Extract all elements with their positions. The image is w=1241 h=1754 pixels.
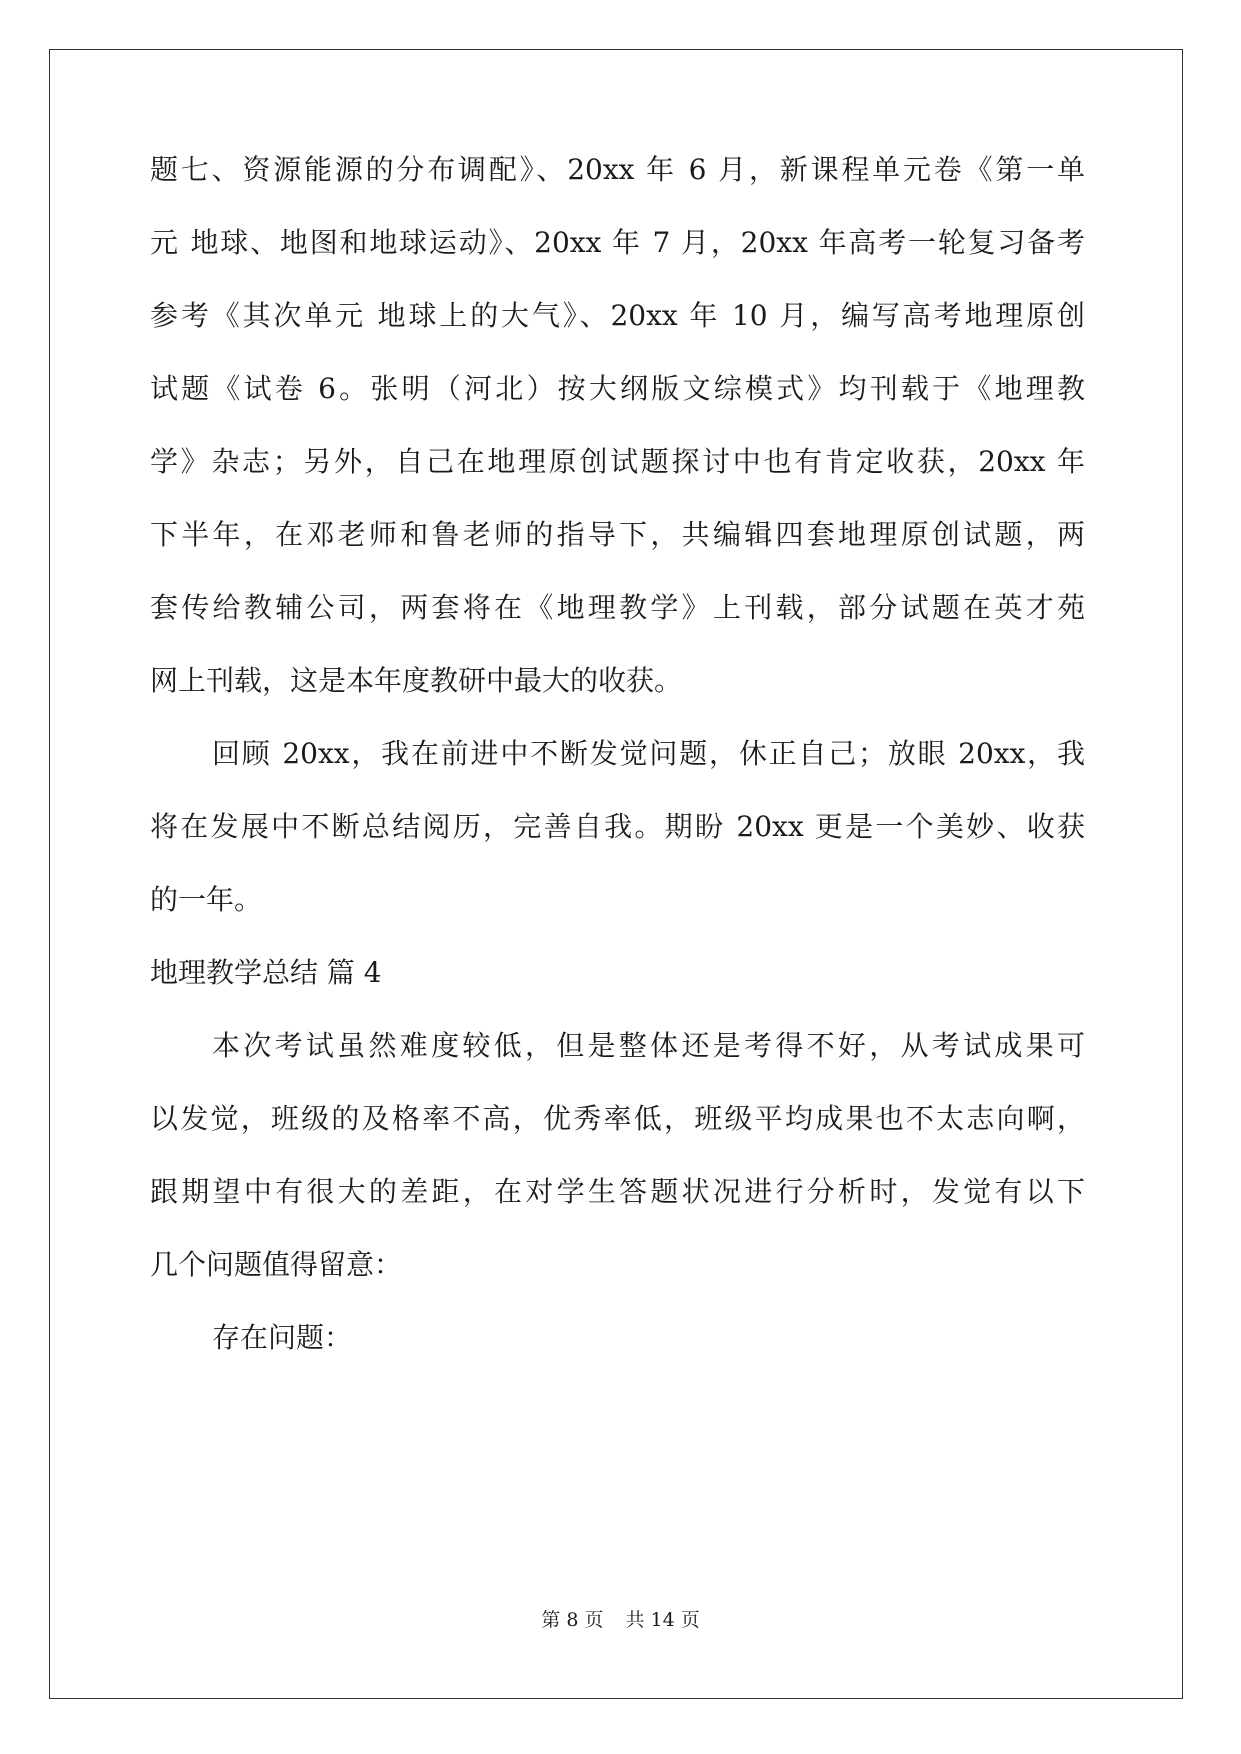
text-line: 将在发展中不断总结阅历，完善自我。期盼 20xx 更是一个美妙、收获	[150, 810, 1085, 843]
text-line: 本次考试虽然难度较低，但是整体还是考得不好，从考试成果可	[212, 1029, 1085, 1062]
section-heading: 地理教学总结 篇 4	[150, 956, 382, 989]
text-line: 元 地球、地图和地球运动》、20xx 年 7 月，20xx 年高考一轮复习备考	[150, 226, 1085, 259]
page-number: 第 8 页	[541, 1609, 604, 1631]
text-line: 存在问题：	[212, 1321, 353, 1354]
text-line: 以发觉，班级的及格率不高，优秀率低，班级平均成果也不太志向啊，	[150, 1102, 1085, 1135]
page-footer	[0, 1608, 1241, 1632]
text-line: 下半年，在邓老师和鲁老师的指导下，共编辑四套地理原创试题，两	[150, 518, 1085, 551]
text-line: 试题《试卷 6。张明（河北）按大纲版文综模式》均刊载于《地理教	[150, 372, 1085, 405]
text-line: 的一年。	[150, 883, 263, 916]
page-total: 共 14 页	[625, 1609, 700, 1631]
text-line: 回顾 20xx，我在前进中不断发觉问题，休正自己；放眼 20xx，我	[212, 737, 1085, 770]
text-line: 网上刊载，这是本年度教研中最大的收获。	[150, 664, 683, 697]
text-line: 几个问题值得留意：	[150, 1248, 403, 1281]
text-line: 题七、资源能源的分布调配》、20xx 年 6 月，新课程单元卷《第一单	[150, 153, 1085, 186]
text-line: 参考《其次单元 地球上的大气》、20xx 年 10 月，编写高考地理原创	[150, 299, 1085, 332]
text-line: 套传给教辅公司，两套将在《地理教学》上刊载，部分试题在英才苑	[150, 591, 1085, 624]
text-line: 跟期望中有很大的差距，在对学生答题状况进行分析时，发觉有以下	[150, 1175, 1085, 1208]
text-line: 学》杂志；另外，自己在地理原创试题探讨中也有肯定收获，20xx 年	[150, 445, 1085, 478]
